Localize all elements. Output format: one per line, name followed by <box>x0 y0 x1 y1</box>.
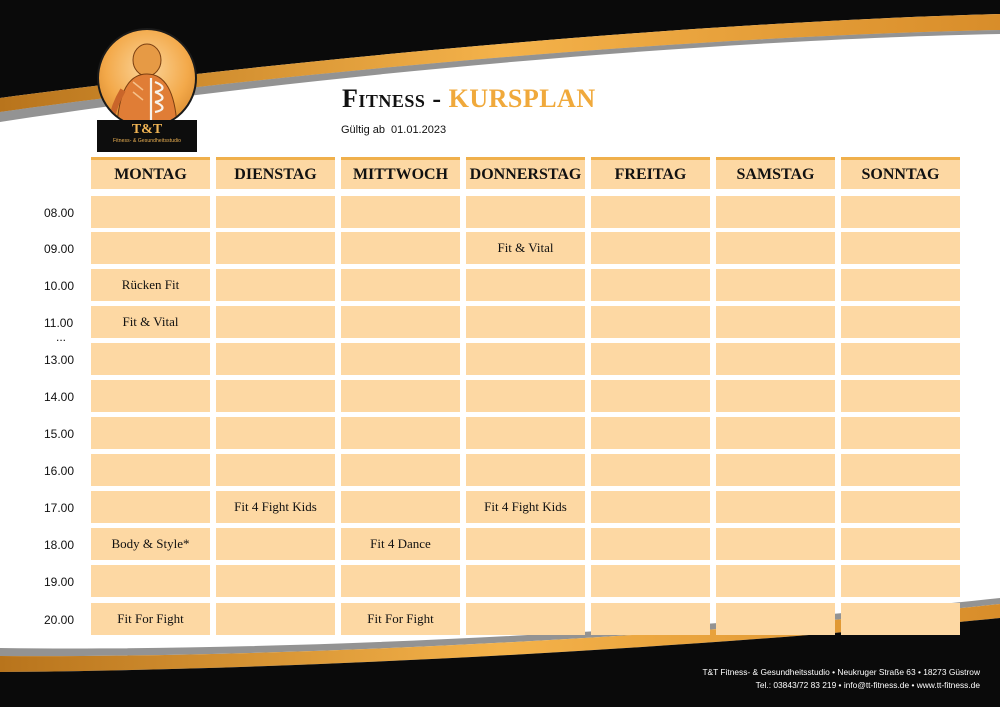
schedule-cell: Body & Style* <box>91 528 210 560</box>
schedule-cell <box>216 196 335 228</box>
schedule-cell <box>466 528 585 560</box>
schedule-cell <box>591 417 710 449</box>
schedule-cell <box>466 454 585 486</box>
schedule-cell: Fit For Fight <box>341 603 460 635</box>
valid-from <box>341 124 446 136</box>
day-header-freitag: FREITAG <box>591 157 710 189</box>
schedule-cell <box>841 491 960 523</box>
time-label: 15.00 <box>44 427 75 441</box>
schedule-cell <box>716 306 835 338</box>
day-header-mittwoch: MITTWOCH <box>341 157 460 189</box>
schedule-cell <box>216 565 335 597</box>
time-gap-marker: ... <box>56 330 67 344</box>
time-label: 17.00 <box>44 501 75 515</box>
schedule-cell <box>591 528 710 560</box>
title-separator: - <box>432 84 442 113</box>
title-part1: Fitness <box>342 84 426 113</box>
time-label: 16.00 <box>44 464 75 478</box>
schedule-cell <box>716 343 835 375</box>
logo-label <box>97 120 197 152</box>
time-label: 08.00 <box>44 206 75 220</box>
schedule-cell <box>341 380 460 412</box>
schedule-cell <box>466 196 585 228</box>
schedule-cell <box>341 417 460 449</box>
schedule-cell: Fit 4 Fight Kids <box>466 491 585 523</box>
schedule-cell <box>591 565 710 597</box>
time-label: 11.00 <box>44 316 74 330</box>
schedule-cell <box>466 380 585 412</box>
day-header-montag: MONTAG <box>91 157 210 189</box>
schedule-cell <box>216 528 335 560</box>
schedule-cell <box>341 454 460 486</box>
day-header-dienstag: DIENSTAG <box>216 157 335 189</box>
time-label: 20.00 <box>44 613 75 627</box>
schedule-cell <box>341 343 460 375</box>
schedule-cell <box>466 306 585 338</box>
schedule-cell <box>216 232 335 264</box>
schedule-cell: Rücken Fit <box>91 269 210 301</box>
day-header-donnerstag: DONNERSTAG <box>466 157 585 189</box>
title-part2: KURSPLAN <box>448 84 596 113</box>
schedule-cell <box>591 603 710 635</box>
schedule-cell <box>716 232 835 264</box>
schedule-cell <box>841 417 960 449</box>
schedule-cell <box>716 196 835 228</box>
schedule-cell <box>216 269 335 301</box>
schedule-cell <box>841 269 960 301</box>
schedule-cell <box>216 306 335 338</box>
logo-subtitle: Fitness- & Gesundheitsstudio <box>112 138 182 144</box>
schedule-cell <box>466 417 585 449</box>
footer-contact-details: Tel.: 03843/72 83 219 • info@tt-fitness.de • www.tt-fitness.de <box>755 680 980 690</box>
schedule-cell: Fit 4 Fight Kids <box>216 491 335 523</box>
studio-logo <box>97 28 197 152</box>
schedule-cell <box>341 306 460 338</box>
schedule-cell <box>716 454 835 486</box>
schedule-cell <box>716 417 835 449</box>
schedule-cell <box>91 565 210 597</box>
schedule-cell <box>91 491 210 523</box>
schedule-cell: Fit 4 Dance <box>341 528 460 560</box>
schedule-cell: Fit & Vital <box>91 306 210 338</box>
page-title <box>342 84 596 114</box>
schedule-cell <box>716 269 835 301</box>
logo-name: T&T <box>131 122 163 137</box>
schedule-cell <box>216 454 335 486</box>
time-label: 13.00 <box>44 353 75 367</box>
day-header-samstag: SAMSTAG <box>716 157 835 189</box>
schedule-cell <box>591 454 710 486</box>
schedule-cell <box>591 196 710 228</box>
schedule-cell <box>91 343 210 375</box>
schedule-cell <box>91 380 210 412</box>
schedule-cell <box>91 454 210 486</box>
schedule-cell <box>716 380 835 412</box>
schedule-cell <box>466 603 585 635</box>
footer-contact <box>702 666 980 692</box>
schedule-cell <box>841 306 960 338</box>
schedule-cell <box>216 380 335 412</box>
schedule-cell <box>841 196 960 228</box>
time-label: 19.00 <box>44 575 75 589</box>
time-label: 09.00 <box>44 242 75 256</box>
schedule-cell <box>841 528 960 560</box>
schedule-cell: Fit For Fight <box>91 603 210 635</box>
schedule-cell <box>466 343 585 375</box>
schedule-cell <box>216 343 335 375</box>
schedule-cell <box>91 196 210 228</box>
schedule-cell <box>341 565 460 597</box>
day-header-sonntag: SONNTAG <box>841 157 960 189</box>
schedule-cell <box>841 343 960 375</box>
schedule-cell <box>716 528 835 560</box>
schedule-cell <box>841 565 960 597</box>
valid-label: Gültig ab <box>341 124 386 136</box>
schedule-cell <box>466 565 585 597</box>
schedule-cell <box>91 417 210 449</box>
schedule-cell <box>716 565 835 597</box>
schedule-cell <box>591 306 710 338</box>
schedule-cell <box>341 269 460 301</box>
schedule-cell <box>591 232 710 264</box>
schedule-cell <box>716 603 835 635</box>
footer-address: T&T Fitness- & Gesundheitsstudio • Neukruger Straße 63 • 18273 Güstrow <box>702 667 980 677</box>
schedule-cell <box>716 491 835 523</box>
schedule-cell <box>341 491 460 523</box>
time-label: 18.00 <box>44 538 75 552</box>
schedule-cell <box>841 380 960 412</box>
anatomy-figure-icon <box>97 28 197 128</box>
schedule-cell <box>591 380 710 412</box>
schedule-cell <box>841 454 960 486</box>
schedule-cell: Fit & Vital <box>466 232 585 264</box>
time-label: 10.00 <box>44 279 75 293</box>
valid-date: 01.01.2023 <box>391 124 447 136</box>
schedule-cell <box>466 269 585 301</box>
schedule-cell <box>841 603 960 635</box>
schedule-cell <box>341 196 460 228</box>
time-label: 14.00 <box>44 390 75 404</box>
schedule-cell <box>91 232 210 264</box>
schedule-cell <box>591 269 710 301</box>
schedule-cell <box>591 343 710 375</box>
schedule-cell <box>341 232 460 264</box>
schedule-cell <box>216 603 335 635</box>
schedule-cell <box>591 491 710 523</box>
schedule-cell <box>841 232 960 264</box>
schedule-cell <box>216 417 335 449</box>
